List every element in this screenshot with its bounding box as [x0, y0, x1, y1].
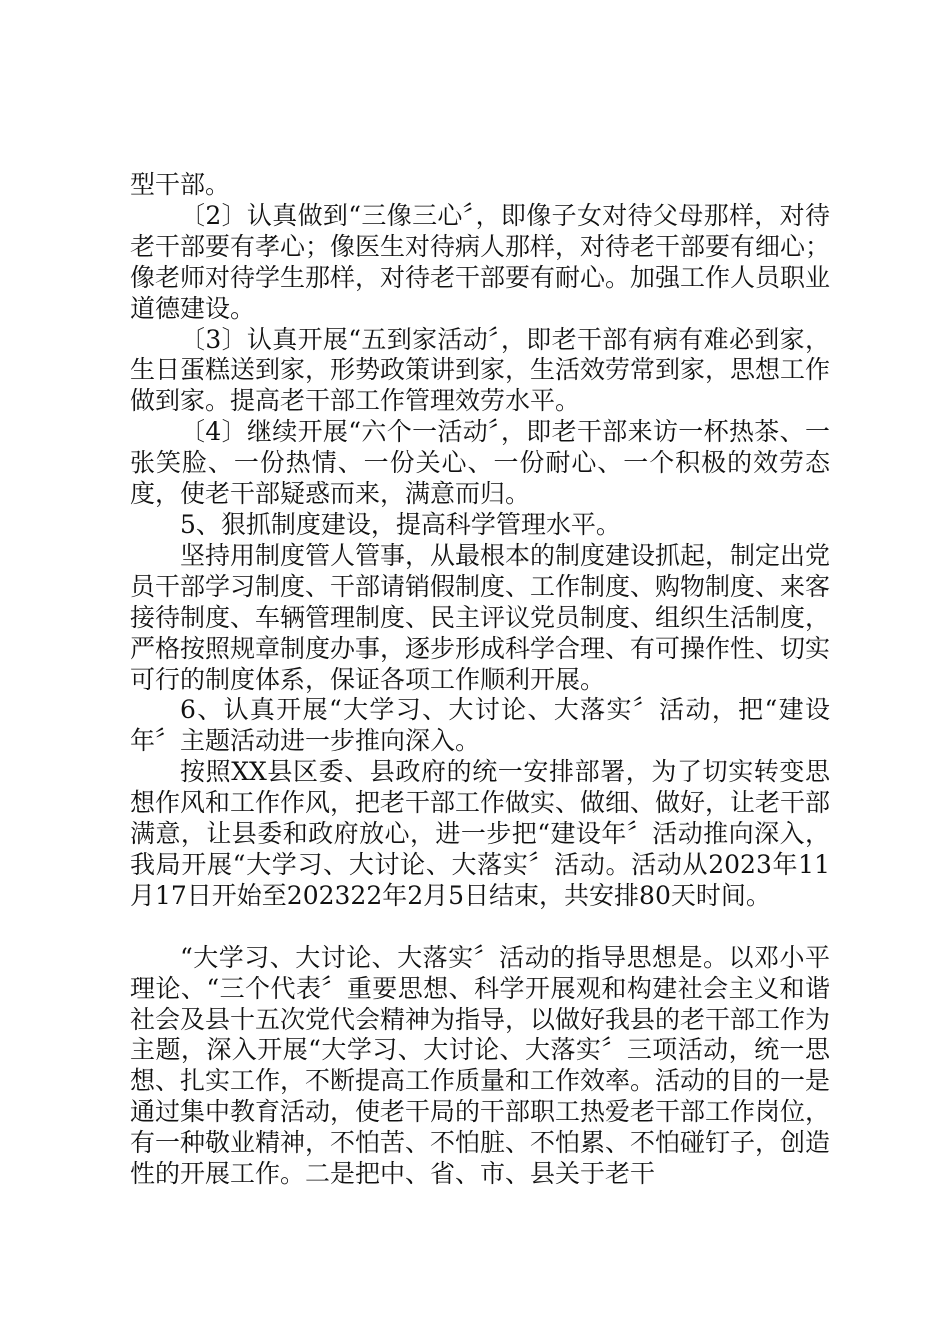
document-body: [130, 170, 830, 1190]
paragraph-activity-schedule: 按照XX县区委、县政府的统一安排部署，为了切实转变思想作风和工作作风，把老干部工作做实、做细、做好，让老干部满意，让县委和政府放心，进一步把“建设年〞活动推向深入，我局开展“大学习、大讨论、大落实〞活动。活动从2023年11月17日开始至202322年2月5日结束，共安排80天时间。: [130, 757, 831, 910]
paragraph-spacer: [130, 912, 830, 943]
paragraph-system-building: 坚持用制度管人管事，从最根本的制度建设抓起，制定出党员干部学习制度、干部请销假制度、工作制度、购物制度、来客接待制度、车辆管理制度、民主评议党员制度、组织生活制度，严格按照规章制度办事，逐步形成科学合理、有可操作性、切实可行的制度体系，保证各项工作顺利开展。: [130, 540, 831, 694]
paragraph-item-3: 〔3〕认真开展“五到家活动〞，即老干部有病有难必到家，生日蛋糕送到家，形势政策讲到家，生活效劳常到家，思想工作做到家。提高老干部工作管理效劳水平。: [130, 324, 831, 416]
paragraph-item-4: 〔4〕继续开展“六个一活动〞，即老干部来访一杯热茶、一张笑脸、一份热情、一份关心、一份耐心、一个积极的效劳态度，使老干部疑惑而来，满意而归。: [130, 417, 830, 509]
paragraph-item-2: 〔2〕认真做到“三像三心〞，即像子女对待父母那样，对待老干部要有孝心；像医生对待病人那样，对待老干部要有细心；像老师对待学生那样，对待老干部要有耐心。加强工作人员职业道德建设。: [130, 200, 831, 323]
paragraph-guiding-ideology: “大学习、大讨论、大落实〞活动的指导思想是。以邓小平理论、“三个代表〞重要思想、科学开展观和构建社会主义和谐社会及县十五次党代会精神为指导，以做好我县的老干部工作为主题，深入开展“大学习、大讨论、大落实〞三项活动，统一思想、扎实工作，不断提高工作质量和工作效率。活动的目的一是通过集中教育活动，使老干局的干部职工热爱老干部工作岗位，有一种敬业精神，不怕苦、不怕脏、不怕累、不怕碰钉子，创造性的开展工作。二是把中、省、市、县关于老干: [130, 942, 831, 1189]
section-heading-5: 5、狠抓制度建设，提高科学管理水平。: [180, 509, 621, 539]
section-heading-6: 6、认真开展“大学习、大讨论、大落实〞活动，把“建设年〞主题活动进一步推向深入。: [130, 695, 830, 756]
paragraph-continuation: 型干部。: [130, 170, 231, 199]
